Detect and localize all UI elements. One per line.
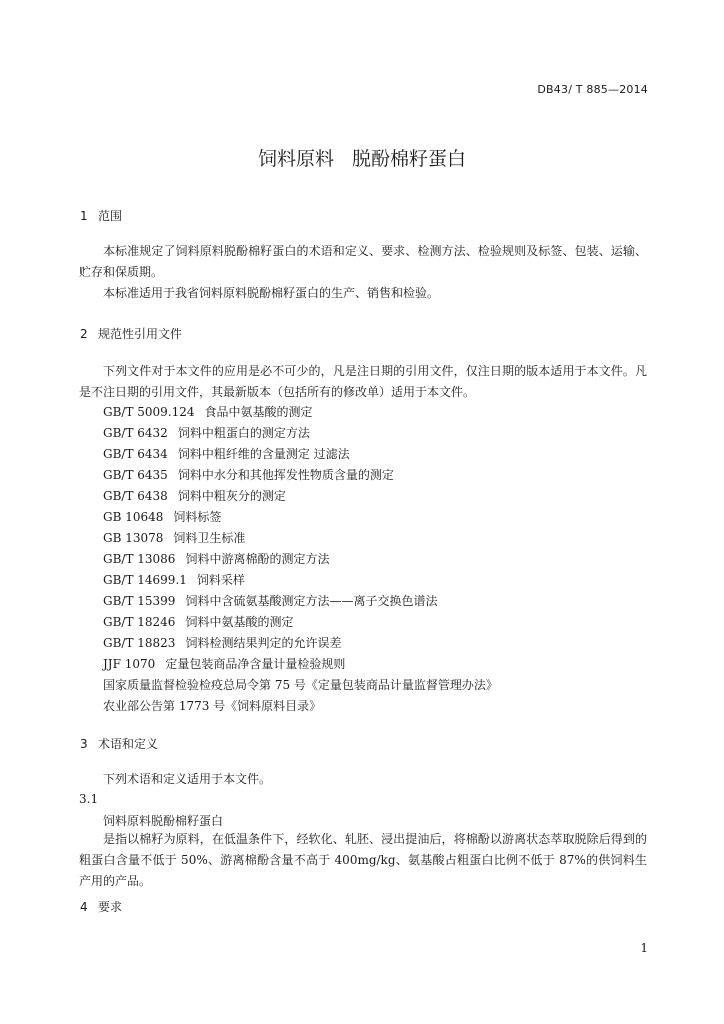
reference-name: 饲料采样 bbox=[196, 573, 245, 587]
reference-name: 饲料中粗纤维的含量测定 过滤法 bbox=[177, 447, 350, 461]
reference-item bbox=[103, 403, 313, 420]
reference-item bbox=[103, 508, 221, 525]
section-heading-references bbox=[80, 325, 182, 342]
applicability-paragraph: 本标准适用于我省饲料原料脱酚棉籽蛋白的生产、销售和检验。 bbox=[103, 286, 440, 300]
reference-item bbox=[103, 634, 341, 651]
reference-name: 饲料卫生标准 bbox=[173, 531, 246, 545]
section-number: 4 bbox=[80, 900, 88, 914]
reference-code: GB/T 13086 bbox=[103, 552, 176, 566]
reference-code: GB/T 6434 bbox=[103, 447, 168, 461]
reference-decree: 国家质量监督检验检疫总局令第 75 号《定量包装商品计量监督管理办法》 bbox=[103, 678, 498, 692]
section-heading-requirements bbox=[80, 898, 122, 915]
reference-item bbox=[103, 424, 310, 441]
term-name: 饲料原料脱酚棉籽蛋白 bbox=[103, 814, 224, 828]
references-intro-paragraph: 下列文件对于本文件的应用是必不可少的，凡是注日期的引用文件，仅注日期的版本适用于本文件。凡是不注日期的引用文件，其最新版本（包括所有的修改单）适用于本文件。 bbox=[79, 364, 647, 399]
section-number: 3 bbox=[80, 737, 88, 751]
document-title: 饲料原料 脱酚棉籽蛋白 bbox=[257, 148, 467, 170]
reference-name: 饲料标签 bbox=[173, 510, 222, 524]
page-number: 1 bbox=[640, 941, 648, 955]
section-title: 范围 bbox=[98, 209, 123, 223]
reference-code: GB/T 6438 bbox=[103, 489, 168, 503]
reference-item bbox=[103, 655, 345, 672]
reference-code: GB/T 14699.1 bbox=[103, 573, 187, 587]
section-number: 2 bbox=[80, 327, 88, 341]
reference-item bbox=[103, 529, 245, 546]
reference-name: 食品中氨基酸的测定 bbox=[204, 405, 313, 419]
standard-number: DB43/ T 885—2014 bbox=[537, 83, 648, 96]
term-definition: 是指以棉籽为原料，在低温条件下，经软化、轧胚、浸出提油后，将棉酚以游离状态萃取脱除后得到的粗蛋白含量不低于 50%、游离棉酚含量不高于 400mg/kg、氨基酸占粗蛋白比例不低于 87%的供饲料生产用的产品。 bbox=[79, 832, 647, 888]
reference-code: GB/T 5009.124 bbox=[103, 405, 195, 419]
section-heading-scope bbox=[80, 207, 122, 224]
reference-code: GB/T 18823 bbox=[103, 636, 176, 650]
section-number: 1 bbox=[80, 209, 88, 223]
reference-name: 饲料中游离棉酚的测定方法 bbox=[185, 552, 330, 566]
section-heading-terms bbox=[80, 735, 158, 752]
reference-code: GB/T 6435 bbox=[103, 468, 168, 482]
reference-name: 定量包装商品净含量计量检验规则 bbox=[165, 657, 346, 671]
reference-name: 饲料中含硫氨基酸测定方法——离子交换色谱法 bbox=[185, 594, 438, 608]
section-title: 要求 bbox=[98, 900, 123, 914]
reference-name: 饲料中粗灰分的测定 bbox=[177, 489, 286, 503]
reference-item bbox=[103, 571, 245, 588]
scope-paragraph: 本标准规定了饲料原料脱酚棉籽蛋白的术语和定义、要求、检测方法、检验规则及标签、包装、运输、贮存和保质期。 bbox=[79, 244, 647, 279]
reference-name: 饲料检测结果判定的允许误差 bbox=[185, 636, 342, 650]
reference-code: GB/T 15399 bbox=[103, 594, 176, 608]
terms-intro: 下列术语和定义适用于本文件。 bbox=[103, 772, 272, 786]
reference-announcement: 农业部公告第 1773 号《饲料原料目录》 bbox=[103, 699, 322, 713]
reference-name: 饲料中粗蛋白的测定方法 bbox=[177, 426, 310, 440]
subsection-number: 3.1 bbox=[79, 792, 99, 806]
reference-code: GB 13078 bbox=[103, 531, 164, 545]
reference-item bbox=[103, 445, 350, 462]
section-title: 规范性引用文件 bbox=[98, 327, 183, 341]
reference-code: JJF 1070 bbox=[103, 657, 156, 671]
reference-code: GB/T 6432 bbox=[103, 426, 168, 440]
reference-name: 饲料中水分和其他挥发性物质含量的测定 bbox=[177, 468, 394, 482]
reference-code: GB/T 18246 bbox=[103, 615, 176, 629]
section-title: 术语和定义 bbox=[98, 737, 159, 751]
reference-item bbox=[103, 550, 329, 567]
reference-item bbox=[103, 487, 286, 504]
reference-name: 饲料中氨基酸的测定 bbox=[185, 615, 294, 629]
reference-item bbox=[103, 466, 394, 483]
reference-item bbox=[103, 613, 293, 630]
reference-item bbox=[103, 592, 437, 609]
reference-code: GB 10648 bbox=[103, 510, 164, 524]
